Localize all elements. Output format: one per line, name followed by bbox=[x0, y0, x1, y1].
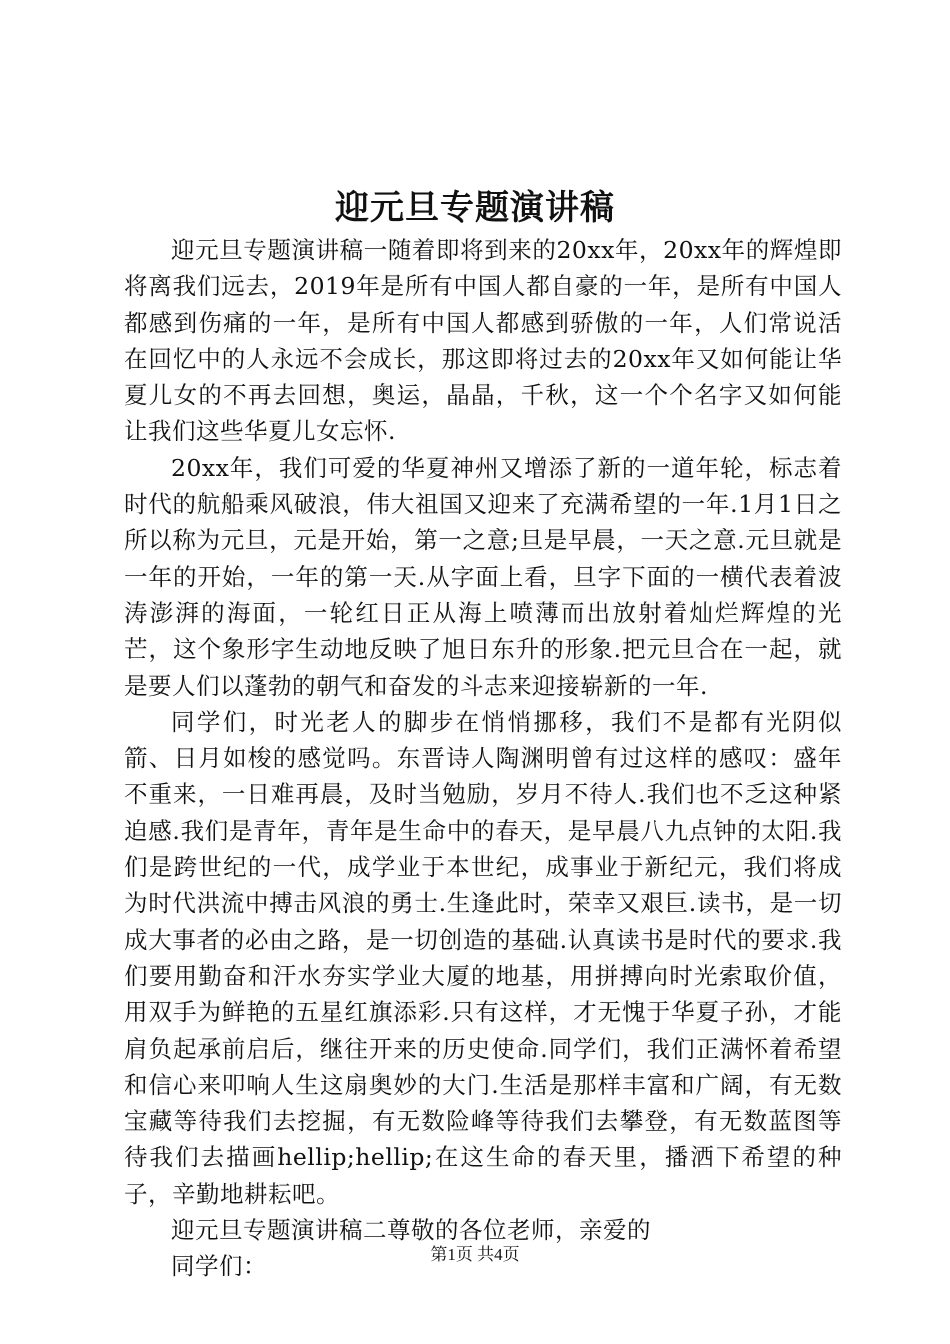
page-number-footer: 第1页 共4页 bbox=[430, 1245, 520, 1264]
second-speech-heading: 迎元旦专题演讲稿二尊敬的各位老师，亲爱的 bbox=[171, 1216, 651, 1245]
body-paragraph-3: 同学们，时光老人的脚步在悄悄挪移，我们不是都有光阴似箭、日月如梭的感觉吗。东晋诗人陶渊明曾有过这样的感叹：盛年不重来，一日难再晨，及时当勉励，岁月不待人.我们也不乏这种紧迫感.我们是青年，青年是生命中的春天，是早晨八九点钟的太阳.我们是跨世纪的一代，成学业于本世纪，成事业于新纪元，我们将成为时代洪流中搏击风浪的勇士.生逢此时，荣幸又艰巨.读书，是一切成大事者的必由之路，是一切创造的基础.认真读书是时代的要求.我们要用勤奋和汗水夯实学业大厦的地基，用拼搏向时光索取价值，用双手为鲜艳的五星红旗添彩.只有这样，才无愧于华夏子孙，才能肩负起承前启后，继往开来的历史使命.同学们，我们正满怀着希望和信心来叩响人生这扇奥妙的大门.生活是那样丰富和广阔，有无数宝藏等待我们去挖掘，有无数险峰等待我们去攀登，有无数蓝图等待我们去描画hellip;hellip;在这生命的春天里，播洒下希望的种子，辛勤地耕耘吧。 bbox=[124, 707, 842, 1208]
document-body bbox=[124, 232, 842, 1285]
document-title: 迎元旦专题演讲稿 bbox=[335, 188, 615, 228]
body-paragraph-2: 20xx年，我们可爱的华夏神州又增添了新的一道年轮，标志着时代的航船乘风破浪，伟大祖国又迎来了充满希望的一年.1月1日之所以称为元旦，元是开始，第一之意;旦是早晨，一天之意.元旦就是一年的开始，一年的第一天.从字面上看，旦字下面的一横代表着波涛澎湃的海面，一轮红日正从海上喷薄而出放射着灿烂辉煌的光芒，这个象形字生动地反映了旭日东升的形象.把元旦合在一起，就是要人们以蓬勃的朝气和奋发的斗志来迎接崭新的一年. bbox=[124, 453, 842, 700]
salutation-line: 同学们： bbox=[171, 1252, 267, 1281]
body-paragraph-1: 迎元旦专题演讲稿一随着即将到来的20xx年，20xx年的辉煌即将离我们远去，2019年是所有中国人都自豪的一年，是所有中国人都感到伤痛的一年，是所有中国人都感到骄傲的一年，人们常说活在回忆中的人永远不会成长，那这即将过去的20xx年又如何能让华夏儿女的不再去回想，奥运，晶晶，千秋，这一个个名字又如何能让我们这些华夏儿女忘怀. bbox=[124, 236, 842, 446]
